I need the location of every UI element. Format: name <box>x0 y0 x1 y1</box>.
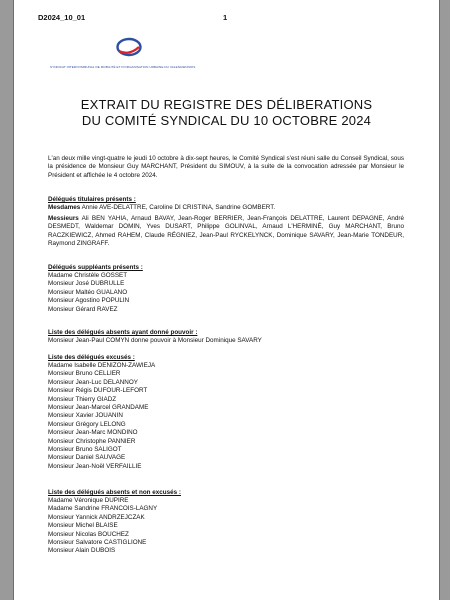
messieurs-names: Ali BEN YAHIA, Arnaud BAVAY, Jean-Roger BERRIER, Jean-François DELATTRE, Laurent DEPAGNE, André DESMEDT, Waldemar DOMIN, Yves DUSART, Philippe GOLINVAL, Arnaud L'HERMINÉ, Guy MARCHANT, Bruno RACZKIEWICZ, Ahmed RAHEM, Claude RÉGNIEZ, Jean-Paul RYCKELYNCK, Dominique SAVARY, Jean-Marie TONDEUR, Raymond ZINGRAFF. <box>48 215 404 248</box>
list-item: Monsieur Gérard RAVEZ <box>48 305 118 313</box>
mesdames-label: Mesdames <box>48 204 81 211</box>
list-item: Monsieur Alain DUBOIS <box>48 547 116 555</box>
titulaires-messieurs <box>48 215 404 249</box>
non-excuses-list <box>48 497 157 556</box>
pouvoir-heading: Liste des délégués absents ayant donné pouvoir : <box>48 329 198 336</box>
document-reference: D2024_10_01 <box>38 13 86 22</box>
titulaires-heading: Délégués titulaires présents : <box>48 196 136 203</box>
list-item: Monsieur Agostino POPULIN <box>48 297 130 305</box>
pouvoir-list <box>48 337 262 345</box>
list-item: Monsieur Daniel SAUVAGE <box>48 454 126 462</box>
suppleants-list <box>48 272 129 314</box>
list-item: Monsieur Jean-Paul COMYN donne pouvoir à Monsieur Dominique SAVARY <box>48 337 262 344</box>
page-number: 1 <box>223 13 228 22</box>
list-item: Monsieur Nicolas BOUCHEZ <box>48 530 129 538</box>
list-item: Monsieur Grégory LELONG <box>48 420 126 428</box>
list-item: Monsieur Jean-Noël VERFAILLIE <box>48 462 142 470</box>
list-item: Madame Isabelle DENIZON-ZAWIEJA <box>48 362 156 369</box>
list-item: Monsieur Yannick ANDRZEJCZAK <box>48 513 145 521</box>
list-item: Madame Christèle GOSSET <box>48 272 128 279</box>
simouv-logo <box>50 30 200 78</box>
list-item: Monsieur Michel BLAISE <box>48 522 118 530</box>
list-item: Monsieur Jean-Marcel GRANDAME <box>48 404 149 412</box>
non-excuses-heading: Liste des délégués absents et non excusés : <box>48 489 181 496</box>
list-item: Monsieur Christophe PANNIER <box>48 437 136 445</box>
list-item: Monsieur Maltéo GUALANO <box>48 288 128 296</box>
list-item: Monsieur José DUBRULLE <box>48 280 125 288</box>
mesdames-names: Annie AVE-DELATTRE, Caroline DI CRISTINA, Sandrine GOMBERT. <box>81 204 276 211</box>
list-item: Monsieur Jean-Luc DELANNOY <box>48 378 138 386</box>
list-item: Monsieur Régis DUFOUR-LEFORT <box>48 387 148 395</box>
list-item: Monsieur Thierry GIADZ <box>48 395 117 403</box>
titulaires-mesdames <box>48 204 404 212</box>
list-item: Monsieur Xavier JOUANIN <box>48 412 123 420</box>
suppleants-heading: Délégués suppléants présents : <box>48 264 143 271</box>
logo-tagline: SYNDICAT INTERCOMMUNAL DE MOBILITÉ ET D'ORGANISATION URBAINE DU VALENCIENNOIS <box>50 65 196 69</box>
document-title-line2: DU COMITÉ SYNDICAL DU 10 OCTOBRE 2024 <box>81 113 372 128</box>
list-item: Madame Sandrine FRANCOIS-LAGNY <box>48 505 158 513</box>
list-item: Monsieur Bruno CELLIER <box>48 370 121 378</box>
list-item: Monsieur Salvatore CASTIGLIONE <box>48 539 147 547</box>
list-item: Monsieur Bruno SALIGOT <box>48 446 122 454</box>
excuses-heading: Liste des délégués excusés : <box>48 354 135 361</box>
document-page <box>13 0 440 600</box>
messieurs-label: Messieurs <box>48 215 79 222</box>
excuses-list <box>48 362 155 471</box>
logo-o-mark <box>116 37 142 57</box>
document-title-line1: EXTRAIT DU REGISTRE DES DÉLIBERATIONS <box>80 97 373 112</box>
list-item: Madame Véronique DUPIRE <box>48 497 129 504</box>
intro-paragraph: L'an deux mille vingt-quatre le jeudi 10 octobre à dix-sept heures, le Comité Syndical s'est réuni salle du Conseil Syndical, sous la présidence de Monsieur Guy MARCHANT, Président du SIMOUV, à la suite de la convocation adressée par Monsieur le Président et affichée le 4 octobre 2024. <box>48 155 404 179</box>
list-item: Monsieur Jean-Marc MONDINO <box>48 429 138 437</box>
